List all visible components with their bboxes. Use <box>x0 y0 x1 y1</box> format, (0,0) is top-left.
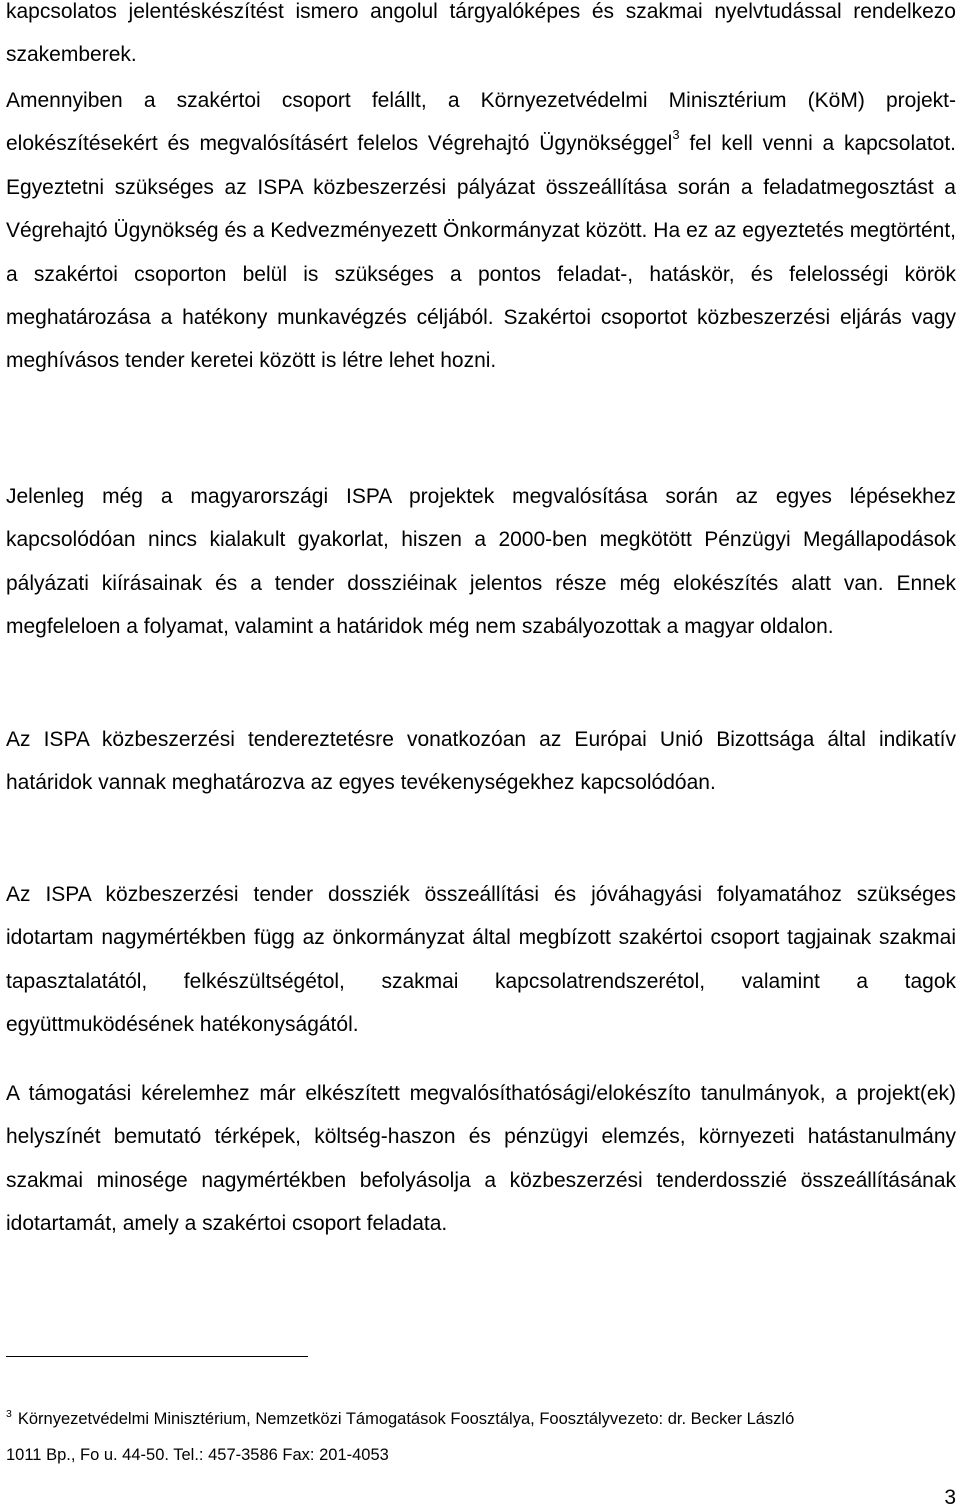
paragraph-5: Az ISPA közbeszerzési tender dossziék összeállítási és jóváhagyási folyamatához szükséges idotartam nagymértékben függ az önkormányzat által megbízott szakértoi csoport tagjainak szakmai tapasztalatától, felkészültségétol, szakmai kapcsolatrendszerétol, valamint a tagok együttmuködésének hatékonyságától. <box>6 883 956 1037</box>
footnote-text-1: Környezetvédelmi Minisztérium, Nemzetközi Támogatások Foosztálya, Foosztályvezeto: dr. Becker László <box>17 1410 795 1428</box>
paragraph-3: Jelenleg még a magyarországi ISPA projektek megvalósítása során az egyes lépésekhez kapcsolódóan nincs kialakult gyakorlat, hiszen a 2000-ben megkötött Pénzügyi Megállapodások pályázati kiírásainak és a tender dossziéinak jelentos része még elokészítés alatt van. Ennek megfeleloen a folyamat, valamint a határidok még nem szabályozottak a magyar oldalon. <box>6 485 956 639</box>
footnote-separator <box>6 1356 308 1357</box>
paragraph-2 <box>6 79 956 383</box>
footnote-reference: 3 <box>672 127 680 143</box>
paragraph-2-part-a: Amennyiben a szakértoi csoport felállt, a Környezetvédelmi Minisztérium (KöM) projekt-elokészítésekért és megvalósításért felelos Végrehajtó Ügynökséggel <box>6 89 956 156</box>
paragraph-4: Az ISPA közbeszerzési tendereztetésre vonatkozóan az Európai Unió Bizottsága által indikatív határidok vannak meghatározva az egyes tevékenységekhez kapcsolódóan. <box>6 728 956 795</box>
footnote-mark: 3 <box>6 1408 12 1420</box>
paragraph-1: kapcsolatos jelentéskészítést ismero angolul tárgyalóképes és szakmai nyelvtudással rendelkezo szakemberek. <box>6 0 956 67</box>
paragraph-6: A támogatási kérelemhez már elkészített megvalósíthatósági/elokészíto tanulmányok, a projekt(ek) helyszínét bemutató térképek, költség-haszon és pénzügyi elemzés, környezeti hatástanulmány szakmai minosége nagymértékben befolyásolja a közbeszerzési tenderdosszié összeállításának idotartamát, amely a szakértoi csoport feladata. <box>6 1082 956 1236</box>
page-number: 3 <box>944 1486 956 1509</box>
footnote-line-1 <box>6 1409 956 1431</box>
footnote-line-2: 1011 Bp., Fo u. 44-50. Tel.: 457-3586 Fax: 201-4053 <box>6 1446 389 1464</box>
paragraph-2-part-b: fel kell venni a kapcsolatot. Egyeztetni szükséges az ISPA közbeszerzési pályázat összeállítása során a feladatmegosztást a Végrehajtó Ügynökség és a Kedvezményezett Önkormányzat között. Ha ez az egyeztetés megtörtént, a szakértoi csoporton belül is szükséges a pontos feladat-, hatáskör, és felelosségi körök meghatározása a hatékony munkavégzés céljából. Szakértoi csoportot közbeszerzési eljárás vagy meghívásos tender keretei között is létre lehet hozni. <box>6 132 957 373</box>
